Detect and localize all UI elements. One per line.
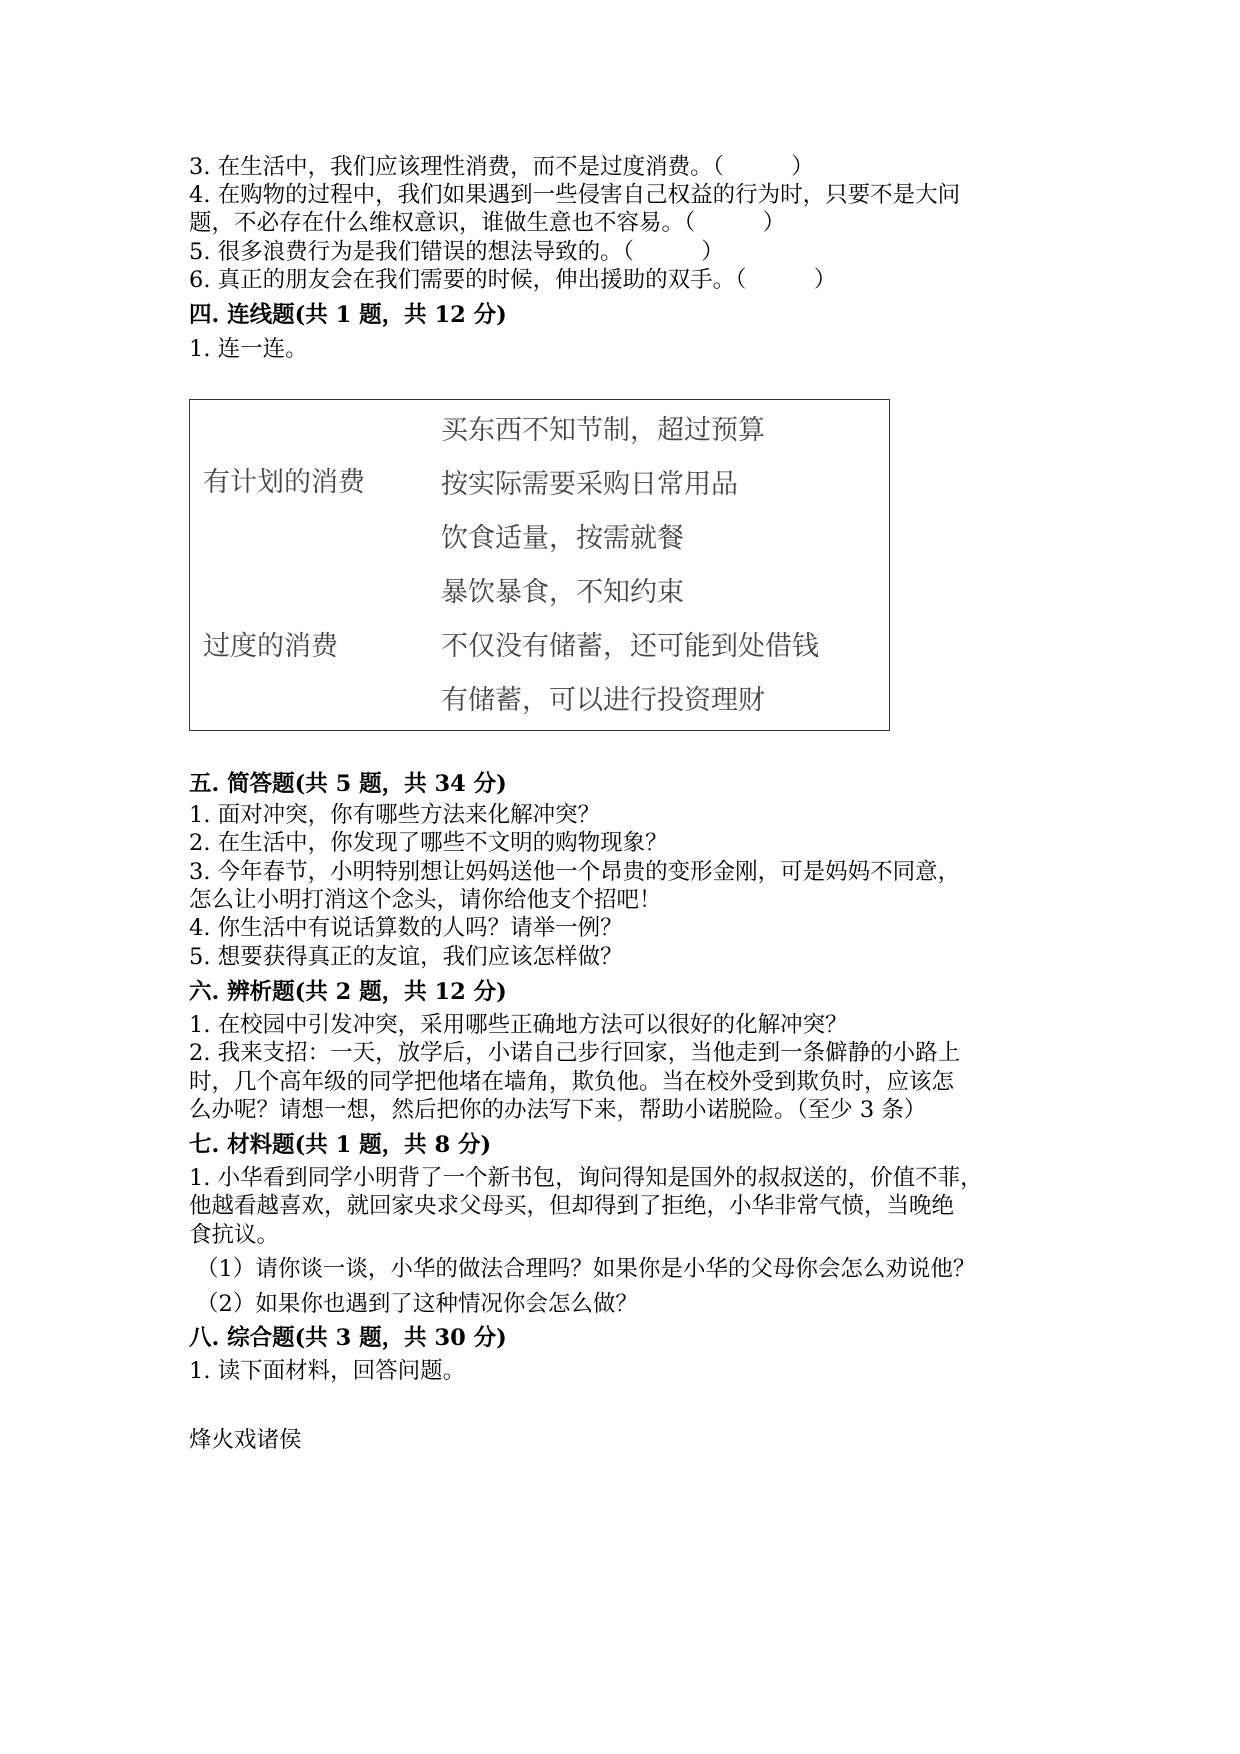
matching-right-item[interactable]: 暴饮暴食，不知约束: [441, 577, 684, 608]
short-answer-question-3-line-1: 3. 今年春节，小明特别想让妈妈送他一个昂贵的变形金刚，可是妈妈不同意，: [189, 859, 961, 885]
story-title: 烽火戏诸侯: [189, 1427, 302, 1453]
material-sub-question-1: （1）请你谈一谈，小华的做法合理吗？如果你是小华的父母你会怎么劝说他？: [196, 1256, 976, 1282]
section-8-heading: 八. 综合题(共 3 题，共 30 分): [189, 1325, 507, 1351]
analysis-question-2-line-3: 么办呢？请想一想，然后把你的办法写下来，帮助小诺脱险。（至少 3 条）: [189, 1097, 927, 1123]
section-7-heading: 七. 材料题(共 1 题，共 8 分): [189, 1132, 492, 1158]
matching-right-item[interactable]: 按实际需要采购日常用品: [441, 469, 738, 500]
short-answer-question-4: 4. 你生活中有说话算数的人吗？请举一例？: [189, 915, 623, 941]
short-answer-question-5: 5. 想要获得真正的友谊，我们应该怎样做？: [189, 944, 623, 970]
analysis-question-1: 1. 在校园中引发冲突，采用哪些正确地方法可以很好的化解冲突？: [189, 1012, 848, 1038]
section-5-heading: 五. 简答题(共 5 题，共 34 分): [189, 771, 507, 797]
judgement-question-4-line-1: 4. 在购物的过程中，我们如果遇到一些侵害自己权益的行为时，只要不是大问: [189, 182, 961, 208]
analysis-question-2-line-2: 时，几个高年级的同学把他堵在墙角，欺负他。当在校外受到欺负时，应该怎: [189, 1069, 955, 1095]
judgement-question-3: 3. 在生活中，我们应该理性消费，而不是过度消费。（ ）: [189, 154, 814, 180]
short-answer-question-3-line-2: 怎么让小明打消这个念头，请你给他支个招吧！: [189, 887, 662, 913]
section-4-heading: 四. 连线题(共 1 题，共 12 分): [189, 302, 507, 328]
material-question-1-line-2: 他越看越喜欢，就回家央求父母买，但却得到了拒绝，小华非常气愤，当晚绝: [189, 1193, 955, 1219]
section-6-heading: 六. 辨析题(共 2 题，共 12 分): [189, 979, 507, 1005]
matching-right-item[interactable]: 有储蓄，可以进行投资理财: [441, 685, 765, 716]
matching-right-item[interactable]: 买东西不知节制，超过预算: [441, 415, 765, 446]
material-question-1-line-1: 1. 小华看到同学小明背了一个新书包，询问得知是国外的叔叔送的，价值不菲，: [189, 1165, 983, 1191]
material-question-1-line-3: 食抗议。: [189, 1222, 280, 1248]
judgement-question-5: 5. 很多浪费行为是我们错误的想法导致的。（ ）: [189, 239, 724, 265]
matching-right-item[interactable]: 不仅没有储蓄，还可能到处借钱: [441, 631, 819, 662]
matching-left-item[interactable]: 有计划的消费: [203, 467, 365, 498]
matching-question-1: 1. 连一连。: [189, 336, 308, 362]
analysis-question-2-line-1: 2. 我来支招：一天，放学后，小诺自己步行回家，当他走到一条僻静的小路上: [189, 1040, 961, 1066]
matching-right-item[interactable]: 饮食适量，按需就餐: [441, 523, 684, 554]
short-answer-question-1: 1. 面对冲突，你有哪些方法来化解冲突？: [189, 802, 601, 828]
matching-box: [189, 399, 890, 731]
judgement-question-4-line-2: 题，不必存在什么维权意识，谁做生意也不容易。（ ）: [189, 210, 786, 236]
material-sub-question-2: （2）如果你也遇到了这种情况你会怎么做？: [196, 1291, 638, 1317]
judgement-question-6: 6. 真正的朋友会在我们需要的时候，伸出援助的双手。（ ）: [189, 267, 837, 293]
matching-left-item[interactable]: 过度的消费: [203, 631, 338, 662]
comprehensive-question-1: 1. 读下面材料，回答问题。: [189, 1358, 466, 1384]
short-answer-question-2: 2. 在生活中，你发现了哪些不文明的购物现象？: [189, 830, 668, 856]
